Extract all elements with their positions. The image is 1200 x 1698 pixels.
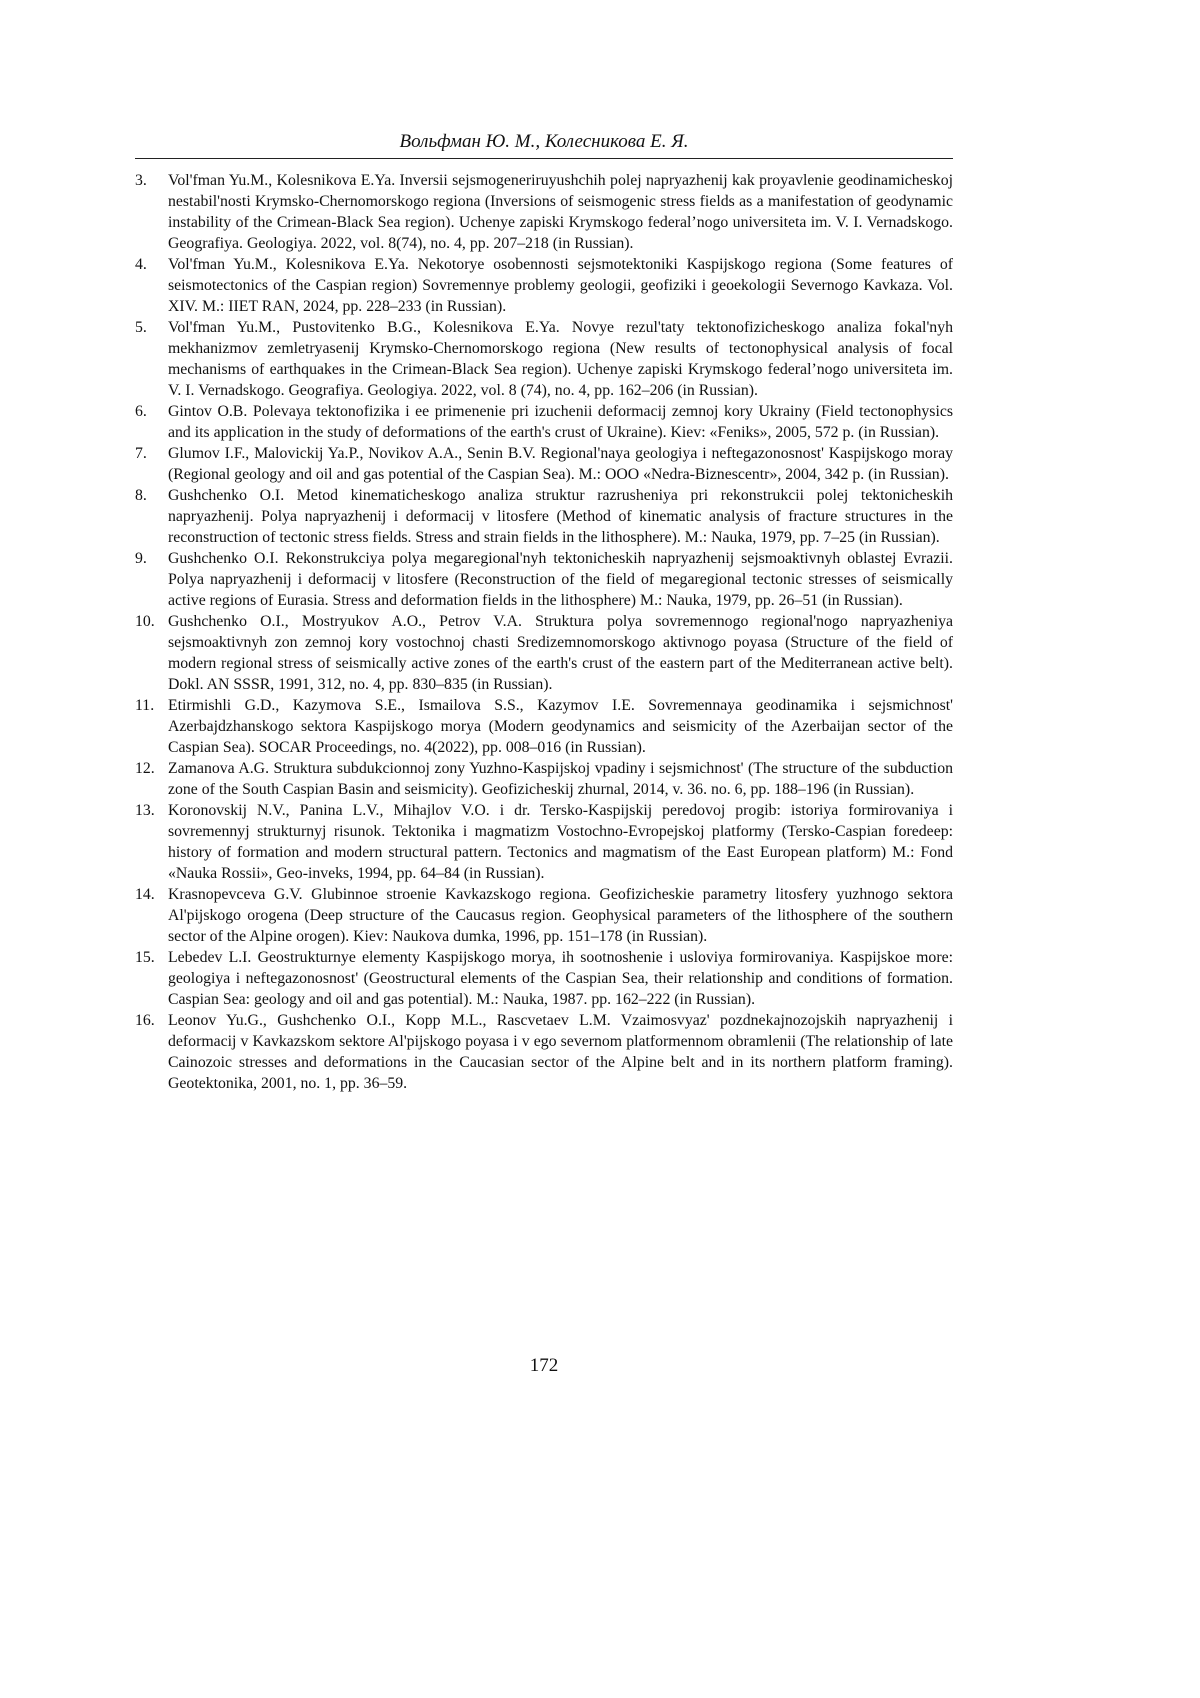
reference-text: Krasnopevceva G.V. Glubinnoe stroenie Kavkazskogo regiona. Geofizicheskie parametry litosfery yuzhnogo sektora Al'pijskogo orogena (Deep structure of the Caucasus region. Geophysical parameters of the lithosphere of the southern sector of the Alpine orogen). Kiev: Naukova dumka, 1996, pp. 151–178 (in Russian). bbox=[168, 886, 953, 945]
reference-item bbox=[135, 800, 953, 884]
reference-text: Glumov I.F., Malovickij Ya.P., Novikov A.A., Senin B.V. Regional'naya geologiya i neftegazonosnost' Kaspijskogo moray (Regional geology and oil and gas potential of the Caspian Sea). M.: OOO «Nedra-Biznescentr», 2004, 342 p. (in Russian). bbox=[168, 445, 953, 483]
reference-item bbox=[135, 170, 953, 254]
reference-item bbox=[135, 884, 953, 947]
reference-number: 10. bbox=[135, 613, 155, 630]
reference-text: Koronovskij N.V., Panina L.V., Mihajlov V.O. i dr. Tersko-Kaspijskij peredovoj progib: istoriya formirovaniya i sovremennyj strukturnyj risunok. Tektonika i magmatizm Vostochno-Evropejskoj platformy (Tersko-Caspian foredeep: history of formation and modern structural pattern. Tectonics and magmatism of the East European platform) M.: Fond «Nauka Rossii», Geo-inveks, 1994, pp. 64–84 (in Russian). bbox=[168, 802, 953, 882]
reference-text: Zamanova A.G. Struktura subdukcionnoj zony Yuzhno-Kaspijskoj vpadiny i sejsmichnost' (The structure of the subduction zone of the South Caspian Basin and seismicity). Geofizicheskij zhurnal, 2014, v. 36. no. 6, pp. 188–196 (in Russian). bbox=[168, 760, 953, 798]
reference-text: Gushchenko O.I., Mostryukov A.O., Petrov V.A. Struktura polya sovremennogo regional'nogo napryazheniya sejsmoaktivnyh zon zemnoj kory vostochnoj chasti Sredizemnomorskogo aktivnogo poyasa (Structure of the field of modern regional stress of seismically active zones of the earth's crust of the eastern part of the Mediterranean active belt). Dokl. AN SSSR, 1991, 312, no. 4, pp. 830–835 (in Russian). bbox=[168, 613, 953, 693]
reference-number: 14. bbox=[135, 886, 155, 903]
running-header: Вольфман Ю. М., Колесникова Е. Я. bbox=[399, 131, 689, 152]
reference-number: 16. bbox=[135, 1012, 155, 1029]
reference-item bbox=[135, 1010, 953, 1094]
reference-text: Leonov Yu.G., Gushchenko O.I., Kopp M.L., Rascvetaev L.M. Vzaimosvyaz' pozdnekajnozojskih napryazhenij i deformacij v Kavkazskom sektore Al'pijskogo poyasa i v ego severnom platformennom obramlenii (The relationship of late Cainozoic stresses and deformations in the Caucasian sector of the Alpine belt and in its northern platform framing). Geotektonika, 2001, no. 1, pp. 36–59. bbox=[168, 1012, 953, 1092]
reference-item bbox=[135, 947, 953, 1010]
reference-text: Gintov O.B. Polevaya tektonofizika i ee primenenie pri izuchenii deformacij zemnoj kory Ukrainy (Field tectonophysics and its application in the study of deformations of the earth's crust of Ukraine). Kiev: «Feniks», 2005, 572 p. (in Russian). bbox=[168, 403, 953, 441]
reference-text: Lebedev L.I. Geostrukturnye elementy Kaspijskogo morya, ih sootnoshenie i usloviya formirovaniya. Kaspijskoe more: geologiya i neftegazonosnost' (Geostructural elements of the Caspian Sea, their relationship and conditions of formation. Caspian Sea: geology and oil and gas potential). M.: Nauka, 1987. pp. 162–222 (in Russian). bbox=[168, 949, 953, 1008]
reference-text: Etirmishli G.D., Kazymova S.E., Ismailova S.S., Kazymov I.E. Sovremennaya geodinamika i sejsmichnost' Azerbajdzhanskogo sektora Kaspijskogo morya (Modern geodynamics and seismicity of the Azerbaijan sector of the Caspian Sea). SOCAR Proceedings, no. 4(2022), pp. 008–016 (in Russian). bbox=[168, 697, 953, 756]
reference-number: 15. bbox=[135, 949, 155, 966]
reference-number: 13. bbox=[135, 802, 155, 819]
reference-item bbox=[135, 443, 953, 485]
reference-number: 3. bbox=[135, 172, 147, 189]
header-rule bbox=[135, 158, 953, 159]
reference-item bbox=[135, 758, 953, 800]
reference-item bbox=[135, 611, 953, 695]
reference-text: Vol'fman Yu.M., Kolesnikova E.Ya. Inversii sejsmogeneriruyushchih polej napryazhenij kak proyavlenie geodinamicheskoj nestabil'nosti Krymsko-Chernomorskogo regiona (Inversions of seismogenic stress fields as a manifestation of geodynamic instability of the Crimean-Black Sea region). Uchenye zapiski Krymskogo federal’nogo universiteta im. V. I. Vernadskogo. Geografiya. Geologiya. 2022, vol. 8(74), no. 4, pp. 207–218 (in Russian). bbox=[168, 172, 953, 252]
reference-number: 12. bbox=[135, 760, 155, 777]
reference-text: Gushchenko O.I. Rekonstrukciya polya megaregional'nyh tektonicheskih napryazhenij sejsmoaktivnyh oblastej Evrazii. Polya napryazhenij i deformacij v litosfere (Reconstruction of the field of megaregional tectonic stresses of seismically active regions of Eurasia. Stress and deformation fields in the lithosphere) M.: Nauka, 1979, pp. 26–51 (in Russian). bbox=[168, 550, 953, 609]
reference-text: Vol'fman Yu.M., Pustovitenko B.G., Kolesnikova E.Ya. Novye rezul'taty tektonofizicheskogo analiza fokal'nyh mekhanizmov zemletryasenij Krymsko-Chernomorskogo regiona (New results of tectonophysical analysis of focal mechanisms of earthquakes in the Crimean-Black Sea region). Uchenye zapiski Krymskogo federal’nogo universiteta im. V. I. Vernadskogo. Geografiya. Geologiya. 2022, vol. 8 (74), no. 4, pp. 162–206 (in Russian). bbox=[168, 319, 953, 399]
reference-item bbox=[135, 695, 953, 758]
reference-number: 6. bbox=[135, 403, 147, 420]
reference-text: Gushchenko O.I. Metod kinematicheskogo analiza struktur razrusheniya pri rekonstrukcii polej tektonicheskih napryazhenij. Polya napryazhenij i deformacij v litosfere (Method of kinematic analysis of fracture structures in the reconstruction of tectonic stress fields. Stress and strain fields in the lithosphere). M.: Nauka, 1979, pp. 7–25 (in Russian). bbox=[168, 487, 953, 546]
reference-number: 7. bbox=[135, 445, 147, 462]
reference-item bbox=[135, 254, 953, 317]
reference-item bbox=[135, 548, 953, 611]
reference-number: 11. bbox=[135, 697, 155, 714]
reference-list bbox=[135, 170, 953, 1094]
reference-number: 9. bbox=[135, 550, 147, 567]
page-number: 172 bbox=[529, 1355, 559, 1376]
reference-number: 4. bbox=[135, 256, 147, 273]
reference-item bbox=[135, 317, 953, 401]
reference-number: 8. bbox=[135, 487, 147, 504]
reference-text: Vol'fman Yu.M., Kolesnikova E.Ya. Nekotorye osobennosti sejsmotektoniki Kaspijskogo regiona (Some features of seismotectonics of the Caspian region) Sovremennye problemy geologii, geofiziki i geoekologii Severnogo Kavkaza. Vol. XIV. M.: IIET RAN, 2024, pp. 228–233 (in Russian). bbox=[168, 256, 953, 315]
reference-item bbox=[135, 485, 953, 548]
reference-item bbox=[135, 401, 953, 443]
reference-number: 5. bbox=[135, 319, 147, 336]
